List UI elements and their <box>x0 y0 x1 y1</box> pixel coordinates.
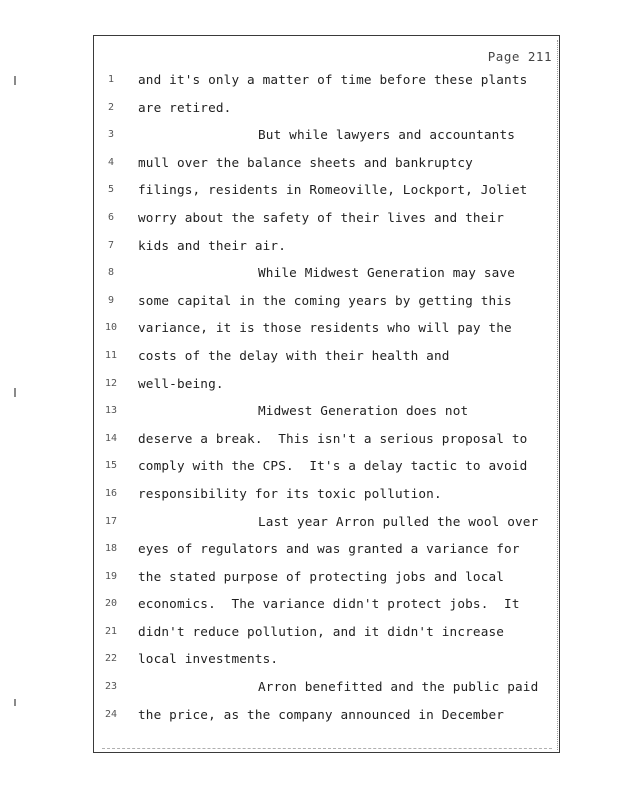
line-number: 14 <box>104 432 118 444</box>
transcript-line: Last year Arron pulled the wool over <box>258 513 539 529</box>
transcript-line: economics. The variance didn't protect jobs. It <box>138 596 520 612</box>
line-number: 17 <box>104 515 118 527</box>
scan-margin-mark-top <box>14 76 16 85</box>
transcript-line: filings, residents in Romeoville, Lockport, Joliet <box>138 182 528 198</box>
transcript-line: mull over the balance sheets and bankruptcy <box>138 154 473 170</box>
line-number: 21 <box>104 625 118 637</box>
line-number: 10 <box>104 322 118 334</box>
page-number: Page 211 <box>487 49 552 64</box>
transcript-line: variance, it is those residents who will pay the <box>138 320 512 336</box>
transcript-line: kids and their air. <box>138 237 286 253</box>
line-number: 1 <box>107 74 115 85</box>
transcript-line: Midwest Generation does not <box>258 403 469 419</box>
line-number: 24 <box>104 708 118 720</box>
transcript-line: are retired. <box>138 99 232 115</box>
transcript-line: some capital in the coming years by getting this <box>138 292 512 308</box>
line-number: 20 <box>104 598 118 610</box>
transcript-line: deserve a break. This isn't a serious proposal to <box>138 430 528 446</box>
transcript-line: worry about the safety of their lives and their <box>138 209 505 225</box>
line-number: 22 <box>104 653 118 665</box>
page-bottom-edge <box>102 748 552 749</box>
transcript-line: and it's only a matter of time before these plants <box>138 72 528 87</box>
transcript-line: responsibility for its toxic pollution. <box>138 485 442 501</box>
line-number: 11 <box>104 349 118 361</box>
line-number: 7 <box>107 239 115 251</box>
line-number: 3 <box>107 129 115 141</box>
transcript-line: the price, as the company announced in December <box>138 706 505 722</box>
line-number: 23 <box>104 681 118 693</box>
line-number: 6 <box>107 211 115 223</box>
transcript-line: costs of the delay with their health and <box>138 347 450 363</box>
transcript-line: comply with the CPS. It's a delay tactic to avoid <box>138 458 528 474</box>
line-number-column <box>99 66 123 728</box>
line-number: 5 <box>107 184 115 196</box>
transcript-line: local investments. <box>138 651 279 667</box>
scan-margin-mark-bottom <box>14 699 16 706</box>
line-number: 2 <box>107 101 115 113</box>
line-number: 8 <box>107 267 115 279</box>
transcript-line: didn't reduce pollution, and it didn't increase <box>138 623 505 639</box>
transcript-line: eyes of regulators and was granted a variance for <box>138 541 520 557</box>
line-number: 9 <box>107 294 115 306</box>
line-number: 4 <box>107 156 115 168</box>
line-number: 19 <box>104 570 118 582</box>
page-edge-shadow <box>557 40 559 750</box>
line-number: 15 <box>104 460 118 472</box>
transcript-body <box>138 66 550 728</box>
transcript-line: well-being. <box>138 375 224 391</box>
line-number: 13 <box>104 405 118 417</box>
transcript-line: Arron benefitted and the public paid <box>258 679 539 695</box>
transcript-line: While Midwest Generation may save <box>258 265 516 281</box>
line-number: 12 <box>104 377 118 389</box>
line-number: 18 <box>104 543 118 555</box>
transcript-line: the stated purpose of protecting jobs and local <box>138 568 505 584</box>
scan-margin-mark-middle <box>14 388 16 397</box>
transcript-line: But while lawyers and accountants <box>258 127 516 143</box>
line-number: 16 <box>104 487 118 499</box>
